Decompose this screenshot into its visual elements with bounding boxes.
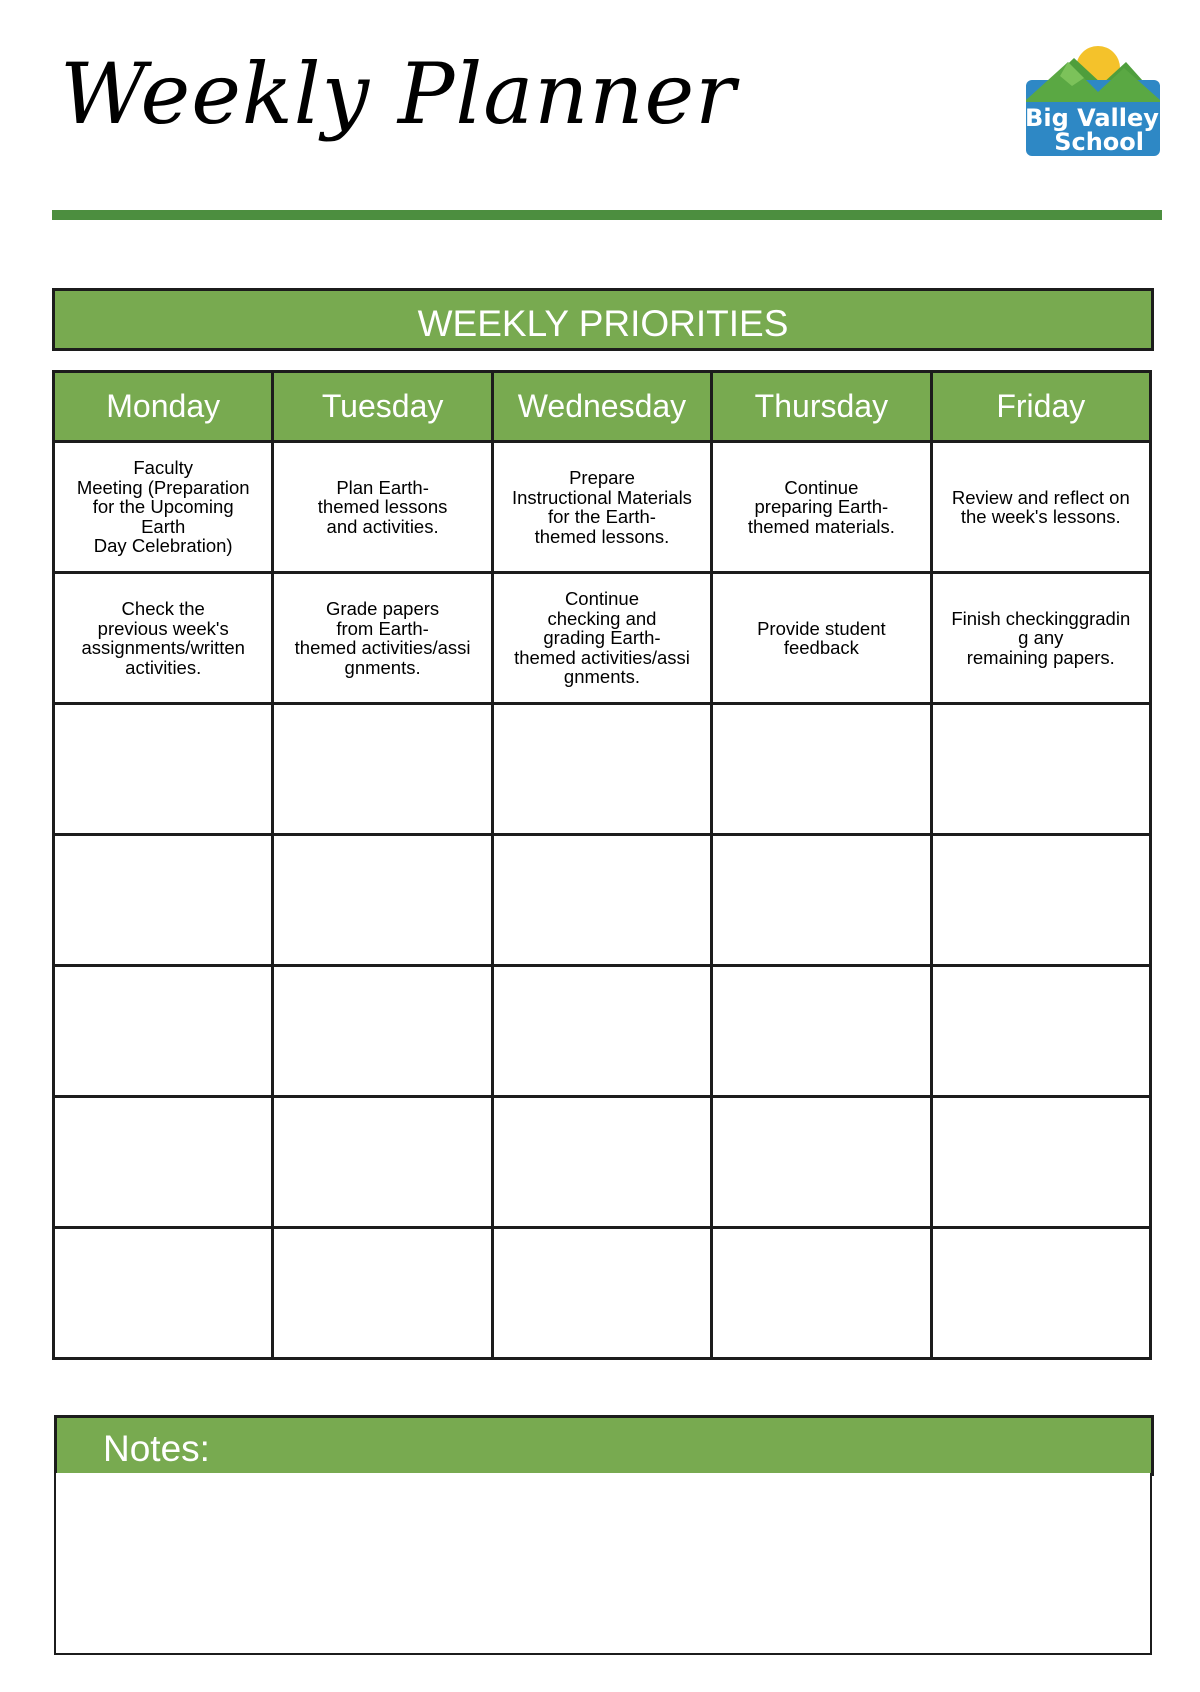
table-row — [54, 966, 1151, 1097]
task-cell[interactable]: Check the previous week's assignments/written activities. — [54, 573, 273, 704]
task-cell[interactable] — [931, 1228, 1150, 1359]
page-title: Weekly Planner — [60, 45, 737, 143]
task-cell[interactable] — [492, 1228, 711, 1359]
weekly-grid — [52, 370, 1152, 1360]
task-cell[interactable] — [712, 1228, 931, 1359]
task-cell[interactable]: Prepare Instructional Materials for the Earth- themed lessons. — [492, 442, 711, 573]
logo-text-line1: Big Valley — [1025, 104, 1159, 132]
school-logo — [1022, 40, 1162, 160]
logo-text-line2: School — [1054, 128, 1144, 156]
header-divider — [52, 210, 1162, 220]
day-header-tuesday: Tuesday — [273, 372, 492, 442]
weekly-priorities-label: WEEKLY PRIORITIES — [417, 303, 789, 344]
task-cell[interactable] — [492, 835, 711, 966]
day-header-monday: Monday — [54, 372, 273, 442]
table-row — [54, 1228, 1151, 1359]
task-cell[interactable] — [492, 966, 711, 1097]
task-cell[interactable]: Provide student feedback — [712, 573, 931, 704]
task-cell[interactable] — [273, 835, 492, 966]
task-cell[interactable] — [54, 1228, 273, 1359]
notes-area[interactable] — [54, 1473, 1152, 1655]
task-cell[interactable]: Plan Earth- themed lessons and activities. — [273, 442, 492, 573]
task-cell[interactable]: Continue checking and grading Earth- themed activities/assi gnments. — [492, 573, 711, 704]
day-header-thursday: Thursday — [712, 372, 931, 442]
task-cell[interactable] — [931, 1097, 1150, 1228]
table-row — [54, 1097, 1151, 1228]
task-cell[interactable] — [492, 704, 711, 835]
task-cell[interactable] — [712, 1097, 931, 1228]
task-cell[interactable] — [273, 1097, 492, 1228]
task-cell[interactable] — [54, 966, 273, 1097]
task-cell[interactable] — [931, 835, 1150, 966]
task-cell[interactable] — [54, 835, 273, 966]
task-cell[interactable]: Grade papers from Earth- themed activities/assi gnments. — [273, 573, 492, 704]
task-cell[interactable]: Review and reflect on the week's lessons. — [931, 442, 1150, 573]
day-header-wednesday: Wednesday — [492, 372, 711, 442]
task-cell[interactable] — [54, 704, 273, 835]
task-cell[interactable]: Faculty Meeting (Preparation for the Upcoming Earth Day Celebration) — [54, 442, 273, 573]
task-cell[interactable] — [54, 1097, 273, 1228]
task-cell[interactable]: Finish checkinggradin g any remaining papers. — [931, 573, 1150, 704]
table-row — [54, 835, 1151, 966]
weekly-priorities-bar — [52, 288, 1154, 351]
task-cell[interactable] — [273, 704, 492, 835]
task-cell[interactable] — [492, 1097, 711, 1228]
table-row — [54, 704, 1151, 835]
day-header-row — [54, 372, 1151, 442]
task-cell[interactable]: Continue preparing Earth- themed materials. — [712, 442, 931, 573]
task-cell[interactable] — [931, 704, 1150, 835]
task-cell[interactable] — [712, 966, 931, 1097]
task-cell[interactable] — [273, 1228, 492, 1359]
task-cell[interactable] — [712, 835, 931, 966]
table-row — [54, 442, 1151, 573]
day-header-friday: Friday — [931, 372, 1150, 442]
notes-header-bar — [54, 1415, 1154, 1476]
notes-label: Notes: — [103, 1428, 210, 1469]
task-cell[interactable] — [931, 966, 1150, 1097]
task-cell[interactable] — [273, 966, 492, 1097]
table-row — [54, 573, 1151, 704]
task-cell[interactable] — [712, 704, 931, 835]
